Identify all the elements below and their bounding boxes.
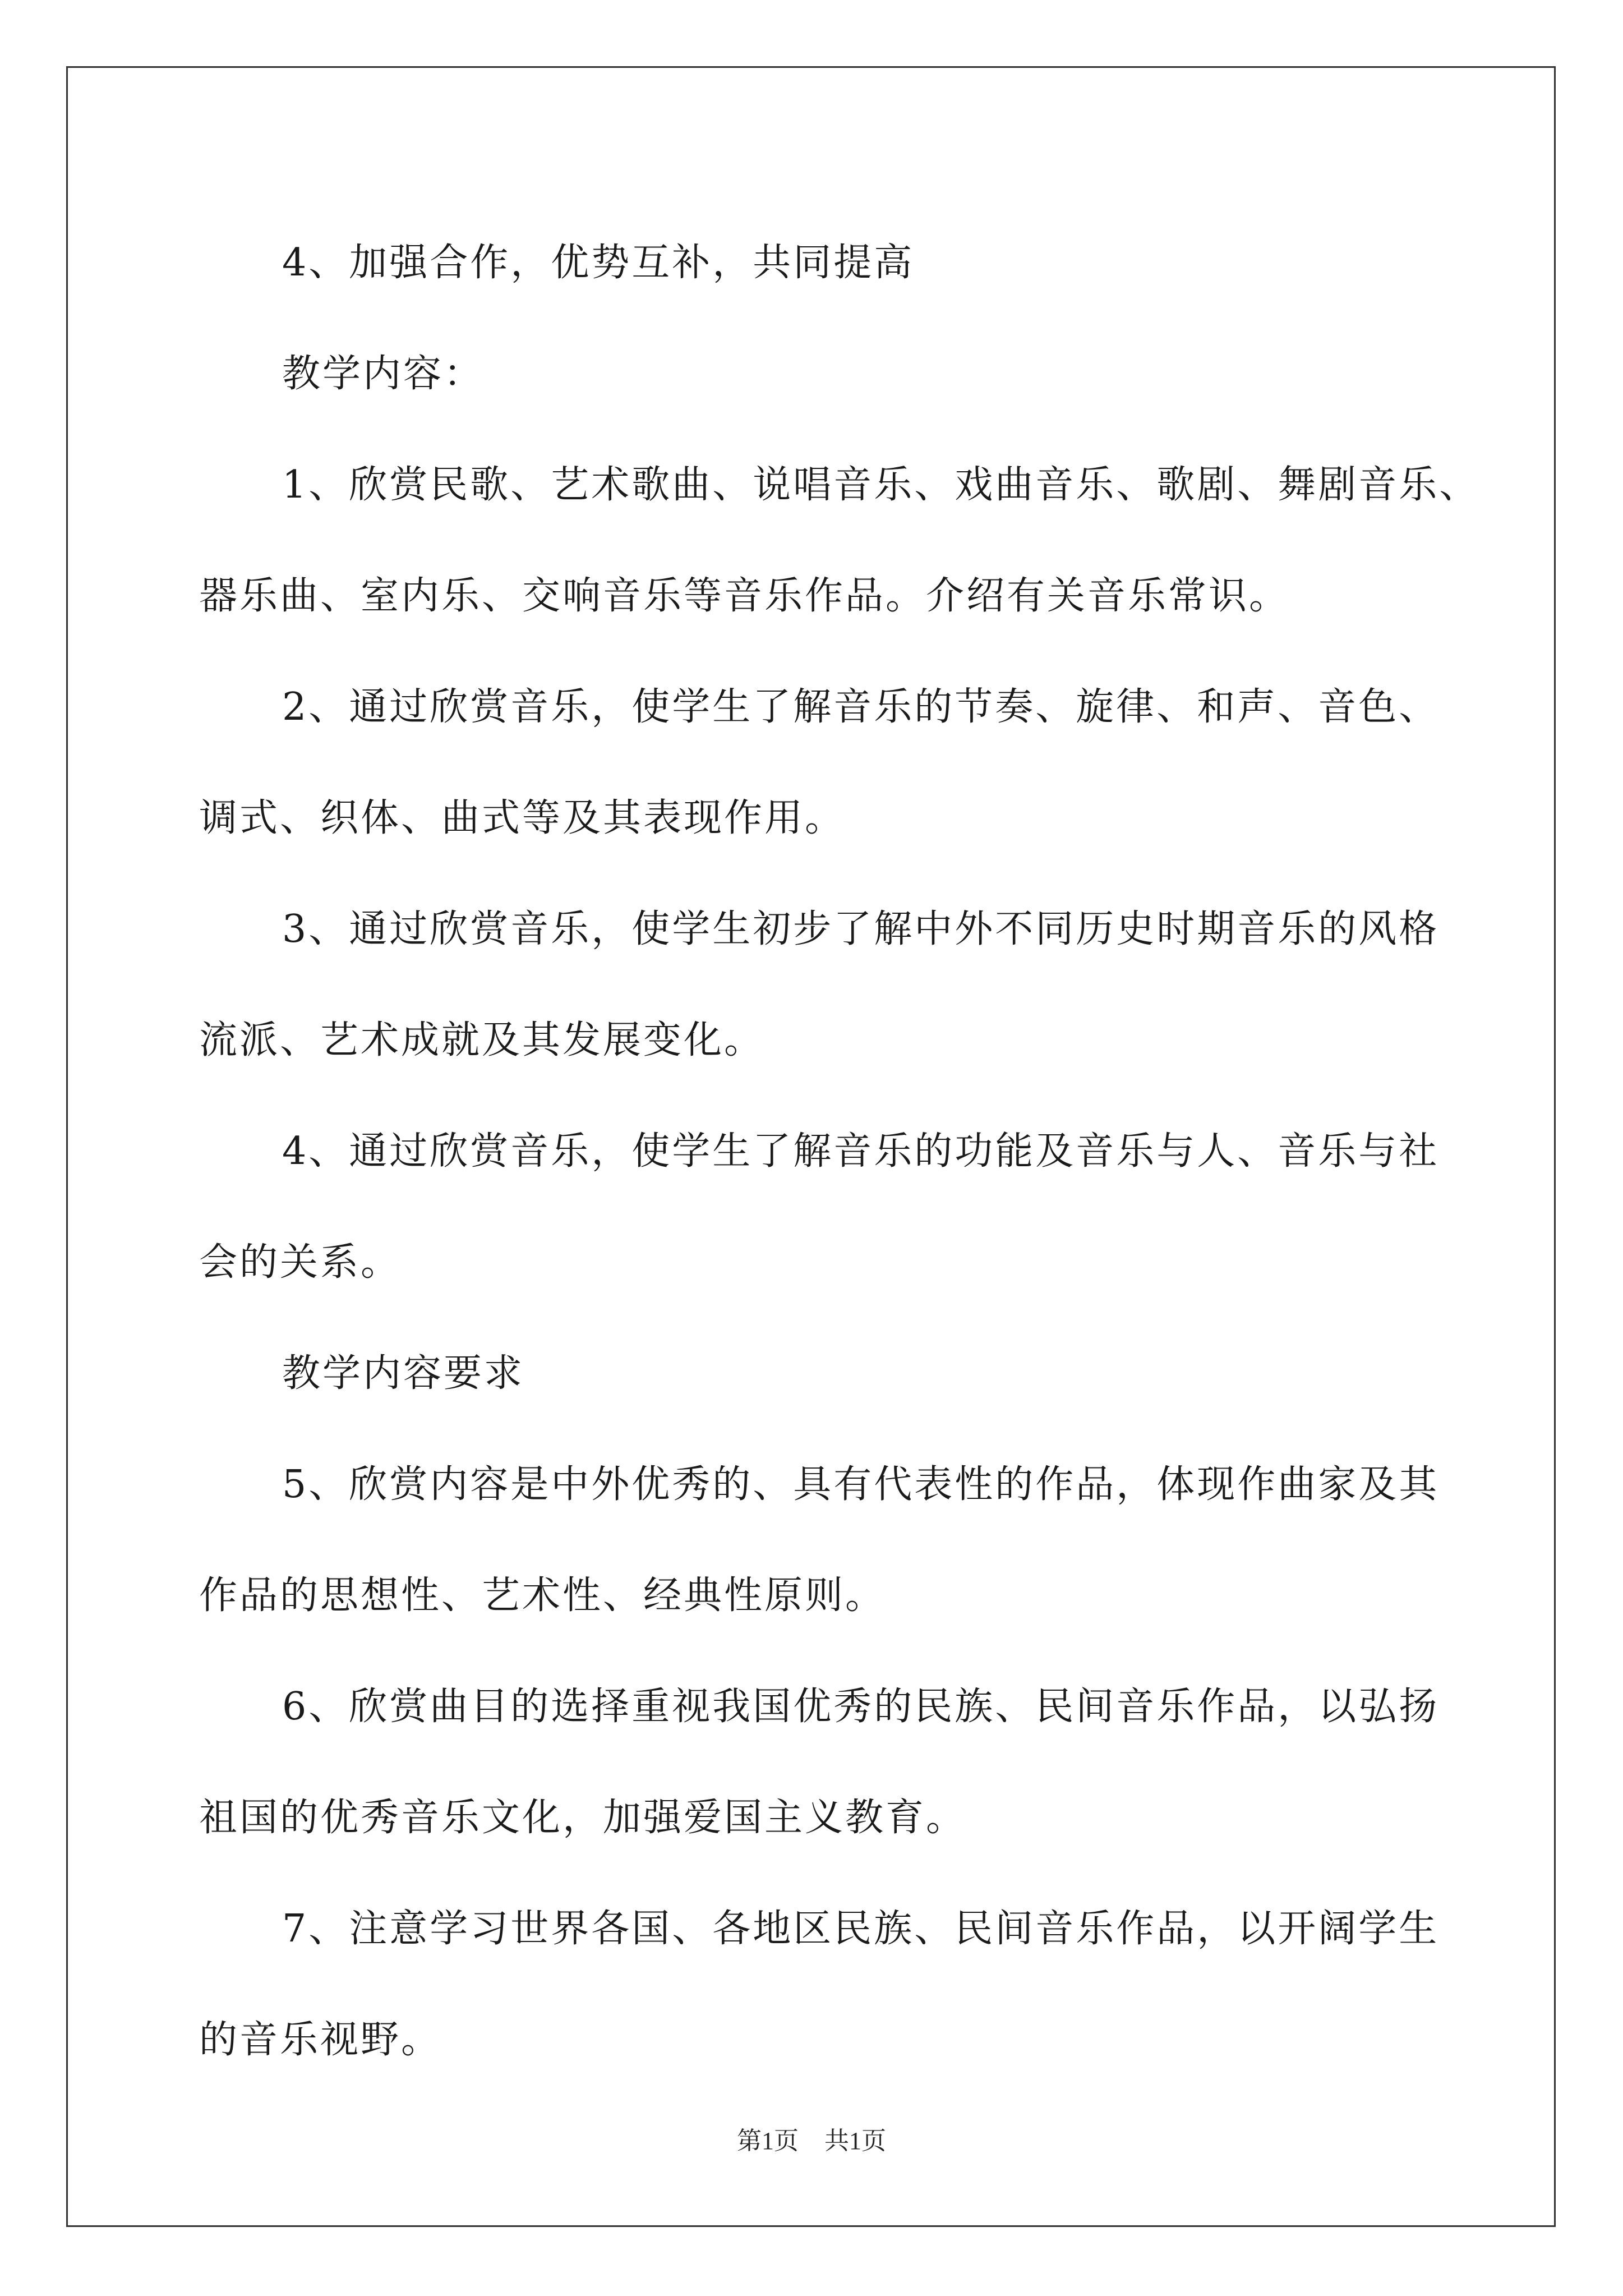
page-total: 共1页 [824,2127,886,2155]
text-line: 4、通过欣赏音乐，使学生了解音乐的功能及音乐与人、音乐与社 [282,1129,1440,1174]
text-line: 1、欣赏民歌、艺术歌曲、说唱音乐、戏曲音乐、歌剧、舞剧音乐、 [282,463,1480,507]
text-line: 4、加强合作，优势互补，共同提高 [282,241,915,285]
text-line: 6、欣赏曲目的选择重视我国优秀的民族、民间音乐作品，以弘扬 [282,1685,1440,1729]
text-line: 流派、艺术成就及其发展变化。 [199,1018,765,1062]
text-line: 5、欣赏内容是中外优秀的、具有代表性的作品，体现作曲家及其 [282,1462,1440,1507]
section-heading-content-requirements: 教学内容要求 [282,1351,525,1396]
text-line: 会的关系。 [199,1240,402,1285]
page-number: 第1页 [737,2127,799,2155]
text-line: 7、注意学习世界各国、各地区民族、民间音乐作品，以开阔学生 [282,1907,1440,1951]
document-body [199,208,1480,2096]
text-line: 器乐曲、室内乐、交响音乐等音乐作品。介绍有关音乐常识。 [199,574,1290,618]
text-line: 的音乐视野。 [199,2018,442,2062]
text-line: 作品的思想性、艺术性、经典性原则。 [199,1573,886,1618]
text-line: 祖国的优秀音乐文化，加强爱国主义教育。 [199,1796,967,1840]
page-footer [0,2120,1623,2156]
section-heading-teaching-content: 教学内容： [282,352,485,396]
text-line: 调式、织体、曲式等及其表现作用。 [199,796,846,840]
text-line: 3、通过欣赏音乐，使学生初步了解中外不同历史时期音乐的风格 [282,907,1440,951]
text-line: 2、通过欣赏音乐，使学生了解音乐的节奏、旋律、和声、音色、 [282,685,1440,729]
